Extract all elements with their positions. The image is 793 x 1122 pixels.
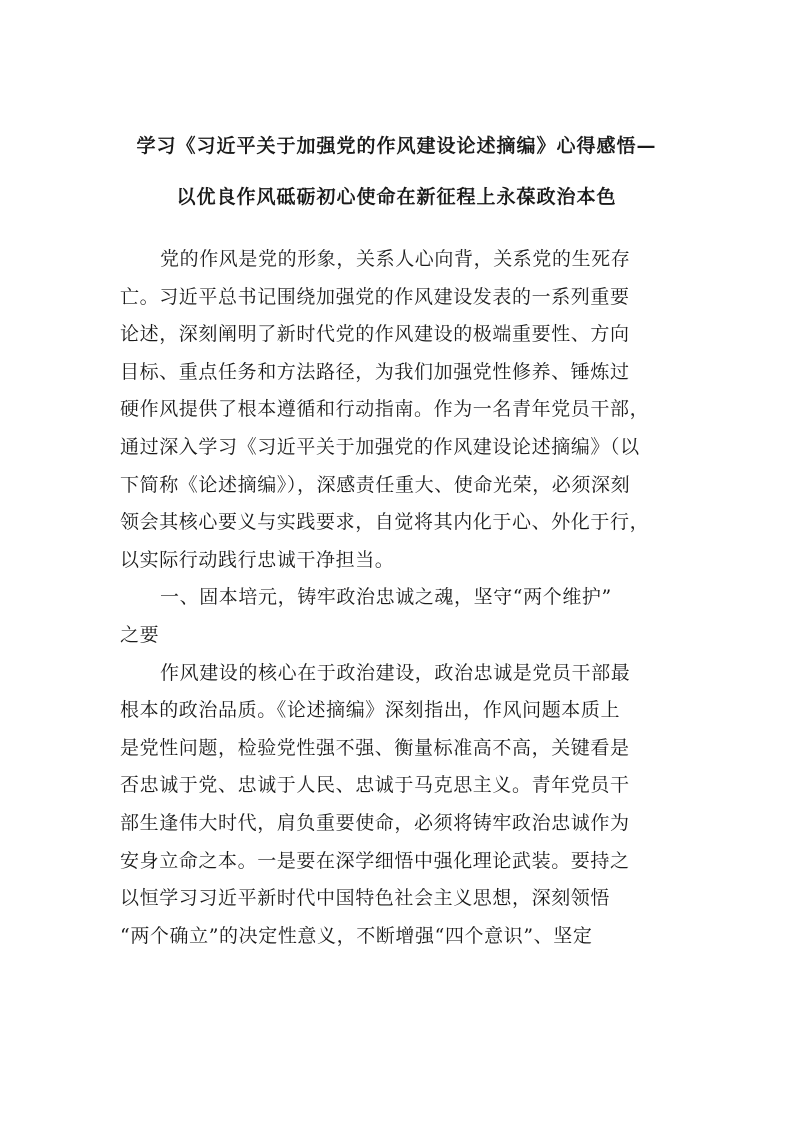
body-line: 硬作风提供了根本遵循和行动指南。作为一名青年党员干部， — [120, 398, 650, 421]
body-line: “两个确立”的决定性意义，不断增强“四个意识”、坚定 — [120, 924, 593, 947]
body-line: 党的作风是党的形象，关系人心向背，关系党的生死存 — [160, 248, 631, 270]
body-line: 通过深入学习《习近平关于加强党的作风建设论述摘编》（以 — [120, 435, 640, 458]
document-title-line-2: 以优良作风砥砺初心使命在新征程上永葆政治本色 — [176, 186, 617, 208]
body-line: 是党性问题，检验党性强不强、衡量标准高不高，关键看是 — [120, 736, 630, 759]
section-heading-line: 一、固本培元，铸牢政治忠诚之魂，坚守“两个维护” — [160, 586, 612, 609]
body-line: 否忠诚于党、忠诚于人民、忠诚于马克思主义。青年党员干 — [120, 774, 630, 797]
body-line: 亡。习近平总书记围绕加强党的作风建设发表的一系列重要 — [120, 285, 630, 308]
document-body — [120, 241, 680, 955]
body-line: 安身立命之本。一是要在深学细悟中强化理论武装。要持之 — [120, 849, 630, 872]
body-line: 根本的政治品质。《论述摘编》深刻指出，作风问题本质上 — [120, 699, 621, 722]
document-title-line-1: 学习《习近平关于加强党的作风建设论述摘编》心得感悟— — [136, 135, 657, 157]
body-line: 部生逢伟大时代，肩负重要使命，必须将铸牢政治忠诚作为 — [120, 811, 630, 834]
body-line: 作风建设的核心在于政治建设，政治忠诚是党员干部最 — [160, 661, 631, 684]
body-line: 论述，深刻阐明了新时代党的作风建设的极端重要性、方向 — [120, 323, 630, 346]
body-line: 领会其核心要义与实践要求，自觉将其内化于心、外化于行， — [120, 511, 650, 534]
body-line: 目标、重点任务和方法路径，为我们加强党性修养、锤炼过 — [120, 360, 630, 383]
body-line: 下简称《论述摘编》），深感责任重大、使命光荣，必须深刻 — [120, 473, 631, 496]
section-heading-line: 之要 — [120, 623, 160, 646]
body-line: 以实际行动践行忠诚干净担当。 — [120, 548, 395, 571]
body-line: 以恒学习习近平新时代中国特色社会主义思想，深刻领悟 — [120, 887, 611, 910]
